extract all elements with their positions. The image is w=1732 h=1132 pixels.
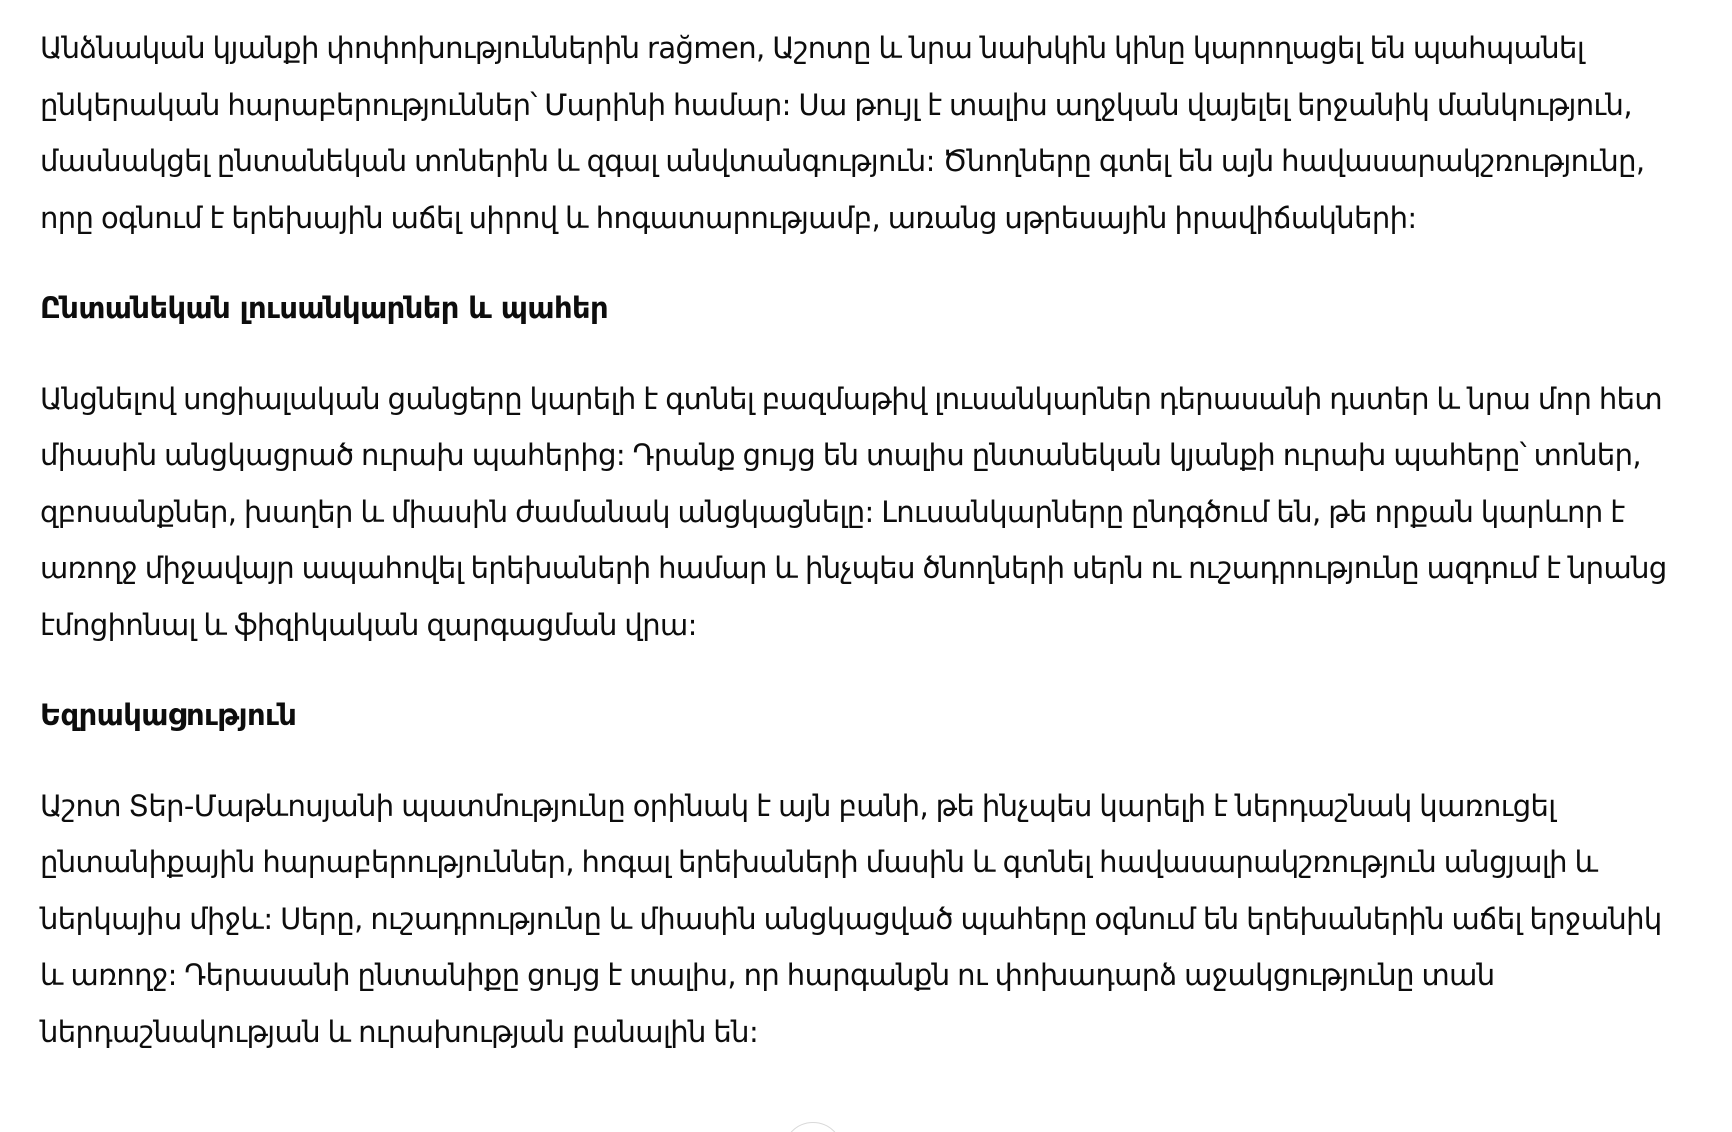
article-body — [40, 20, 1680, 1060]
section-heading: Եզրակացություն — [40, 698, 297, 732]
scroll-to-bottom-button[interactable] — [783, 1122, 843, 1132]
article-paragraph: Աշոտ Տեր-Մաթևոսյանի պատմությունը օրինակ է այն բանի, թե ինչպես կարելի է ներդաշնակ կառուցել ընտանիքային հարաբերություններ, հոգալ երեխաների մասին և գտնել հավասարակշռություն անցյալի և ներկայիս միջև: Սերը, ուշադրությունը և միասին անցկացված պահերը օգնում են երեխաներին աճել երջանիկ և առողջ: Դերասանի ընտանիքը ցույց է տալիս, որ հարգանքն ու փոխադարձ աջակցությունը տան ներդաշնակության և ուրախության բանալին են: — [40, 788, 1662, 1049]
article-paragraph: Անձնական կյանքի փոփոխություններին rağmen, Աշոտը և նրա նախկին կինը կարողացել են պահպանել ընկերական հարաբերություններ՝ Մարինի համար: Սա թույլ է տալիս աղջկան վայելել երջանիկ մանկություն, մասնակցել ընտանեկան տոներին և զգալ անվտանգություն: Ծնողները գտել են այն հավասարակշռությունը, որը օգնում է երեխային աճել սիրով և հոգատարությամբ, առանց սթրեսային իրավիճակների: — [40, 31, 1645, 235]
section-heading: Ընտանեկան լուսանկարներ և պահեր — [40, 291, 609, 325]
article-paragraph: Անցնելով սոցիալական ցանցերը կարելի է գտնել բազմաթիվ լուսանկարներ դերասանի դստեր և նրա մոր հետ միասին անցկացրած ուրախ պահերից: Դրանք ցույց են տալիս ընտանեկան կյանքի ուրախ պահերը՝ տոներ, զբոսանքներ, խաղեր և միասին ժամանակ անցկացնելը: Լուսանկարները ընդգծում են, թե որքան կարևոր է առողջ միջավայր ապահովել երեխաների համար և ինչպես ծնողների սերն ու ուշադրությունը ազդում է նրանց էմոցիոնալ և ֆիզիկական զարգացման վրա: — [40, 381, 1667, 642]
